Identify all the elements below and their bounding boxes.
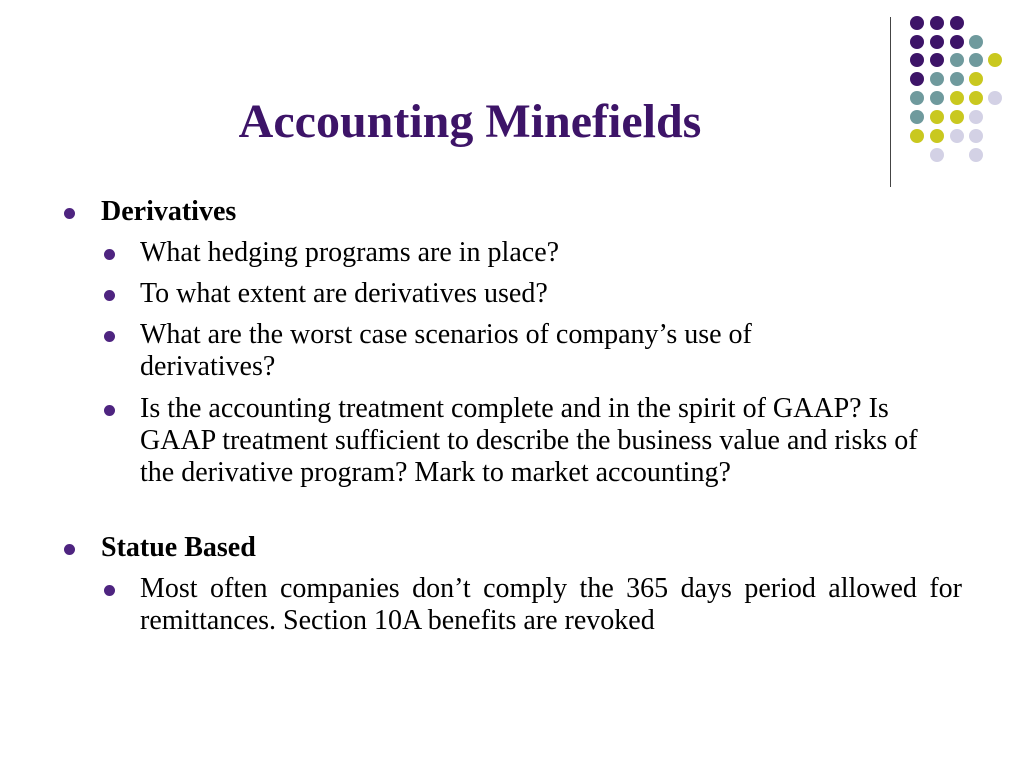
slide-title: Accounting Minefields [238,95,702,148]
bullet-icon [104,249,115,260]
bullet-icon [64,544,75,555]
section-heading-derivatives: Derivatives [101,196,237,227]
bullet-icon [104,331,115,342]
bullet-icon [104,290,115,301]
list-item: To what extent are derivatives used? [140,278,548,309]
list-item: Is the accounting treatment complete and in the spirit of GAAP? Is GAAP treatment sufficient to describe the business value and risks of the derivative program? Mark to market accounting? [140,393,918,488]
bullet-icon [104,405,115,416]
list-item: What hedging programs are in place? [140,237,560,268]
bullet-icon [64,208,75,219]
list-item: Most often companies don’t comply the 365 days period allowed for remittances. Section 10A benefits are revoked [140,573,962,636]
bullet-icon [104,585,115,596]
list-item: What are the worst case scenarios of company’s use of derivatives? [140,319,752,382]
section-heading-statue-based: Statue Based [101,532,256,563]
